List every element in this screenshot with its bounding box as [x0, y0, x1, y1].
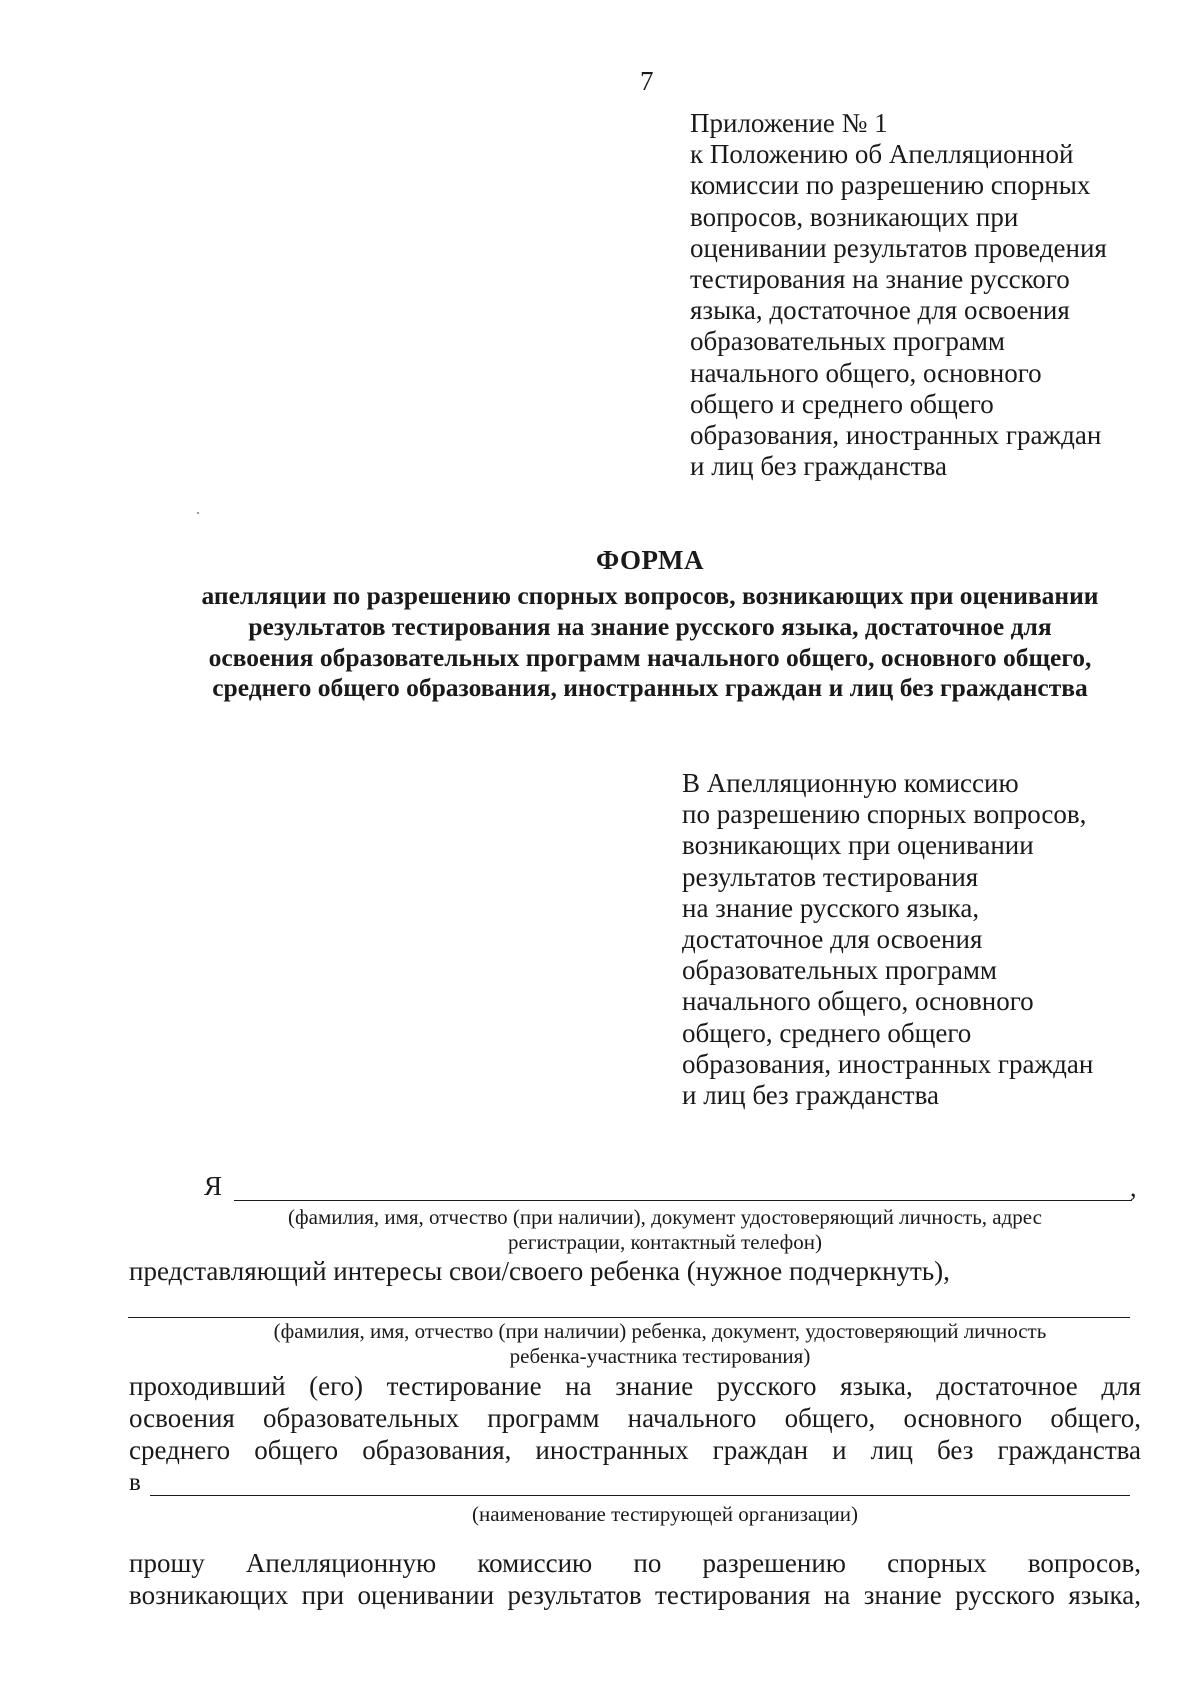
appendix-line: комиссии по разрешению спорных — [690, 170, 1091, 201]
subtitle-line: среднего общего образования, иностранных граждан и лиц без гражданства — [212, 673, 1088, 703]
applicant-label: Я — [204, 1171, 223, 1201]
subtitle-line: апелляции по разрешению спорных вопросов, возникающих при оценивании — [201, 581, 1099, 610]
paragraph-line: возникающих при оценивании результатов тестирования на знание русского языка, — [129, 1580, 1141, 1610]
addressee-line: образования, иностранных граждан — [682, 1048, 1094, 1079]
representing-line: представляющий интересы свои/своего ребенка (нужное подчеркнуть), — [129, 1256, 950, 1286]
addressee-line: В Апелляционную комиссию — [682, 768, 1019, 798]
passed-paragraph — [129, 1370, 1141, 1466]
caption-line: (фамилия, имя, отчество (при наличии) ребенка, документ, удостоверяющий личность — [273, 1319, 1047, 1343]
scan-speck — [197, 512, 199, 514]
caption-line: (наименование тестирующей организации) — [471, 1502, 859, 1526]
appendix-line: образования, иностранных граждан — [690, 420, 1102, 451]
addressee-line: общего, среднего общего — [682, 1017, 972, 1048]
caption-line: (фамилия, имя, отчество (при наличии), документ удостоверяющий личность, адрес — [288, 1205, 1042, 1229]
caption-line: регистрации, контактный телефон) — [508, 1230, 822, 1254]
appendix-line: языка, достаточное для освоения — [690, 295, 1070, 326]
appendix-line: образовательных программ — [690, 326, 1005, 357]
applicant-fill-line[interactable] — [234, 1200, 1132, 1201]
appendix-line: общего и среднего общего — [690, 388, 994, 419]
addressee-line: и лиц без гражданства — [682, 1080, 939, 1111]
paragraph-line: среднего общего образования, иностранных граждан и лиц без гражданства — [129, 1435, 1141, 1465]
addressee-line: на знание русского языка, — [682, 892, 980, 923]
appendix-line: Приложение № 1 — [690, 108, 888, 138]
appendix-line: оценивании результатов проведения — [690, 232, 1107, 263]
addressee-line: возникающих при оценивании — [682, 830, 1034, 861]
addressee-line: по разрешению спорных вопросов, — [682, 799, 1087, 830]
subtitle-line: освоения образовательных программ начального общего, основного общего, — [208, 642, 1092, 672]
appendix-line: вопросов, возникающих при — [690, 201, 1019, 232]
appendix-line: к Положению об Апелляционной — [690, 139, 1074, 170]
paragraph-line: освоения образовательных программ начального общего, основного общего, — [129, 1403, 1141, 1433]
appendix-line: начального общего, основного — [690, 357, 1042, 388]
organization-caption — [120, 1502, 1200, 1527]
addressee-line: результатов тестирования — [682, 861, 979, 892]
child-caption — [115, 1319, 1200, 1369]
organization-label: в — [129, 1469, 141, 1496]
child-fill-line[interactable] — [128, 1317, 1130, 1318]
organization-fill-line[interactable] — [150, 1495, 1130, 1496]
addressee-block — [682, 768, 1093, 1111]
applicant-comma: , — [1130, 1173, 1137, 1202]
appendix-header — [690, 108, 1107, 482]
paragraph-line: прошу Апелляционную комиссию по разрешению спорных вопросов, — [129, 1548, 1141, 1578]
addressee-line: достаточное для освоения — [682, 924, 983, 955]
caption-line: ребенка-участника тестирования) — [509, 1344, 811, 1368]
form-subtitle — [120, 581, 1180, 704]
applicant-caption — [120, 1205, 1200, 1255]
form-title: ФОРМА — [596, 545, 704, 575]
appendix-line: тестирования на знание русского — [690, 264, 1070, 295]
request-paragraph — [129, 1547, 1141, 1611]
paragraph-line: проходивший (его) тестирование на знание русского языка, достаточное для — [129, 1371, 1141, 1401]
page-number: 7 — [640, 66, 654, 96]
subtitle-line: результатов тестирования на знание русского языка, достаточное для — [248, 611, 1052, 641]
addressee-line: начального общего, основного — [682, 986, 1034, 1017]
addressee-line: образовательных программ — [682, 955, 997, 986]
appendix-line: и лиц без гражданства — [690, 451, 947, 482]
